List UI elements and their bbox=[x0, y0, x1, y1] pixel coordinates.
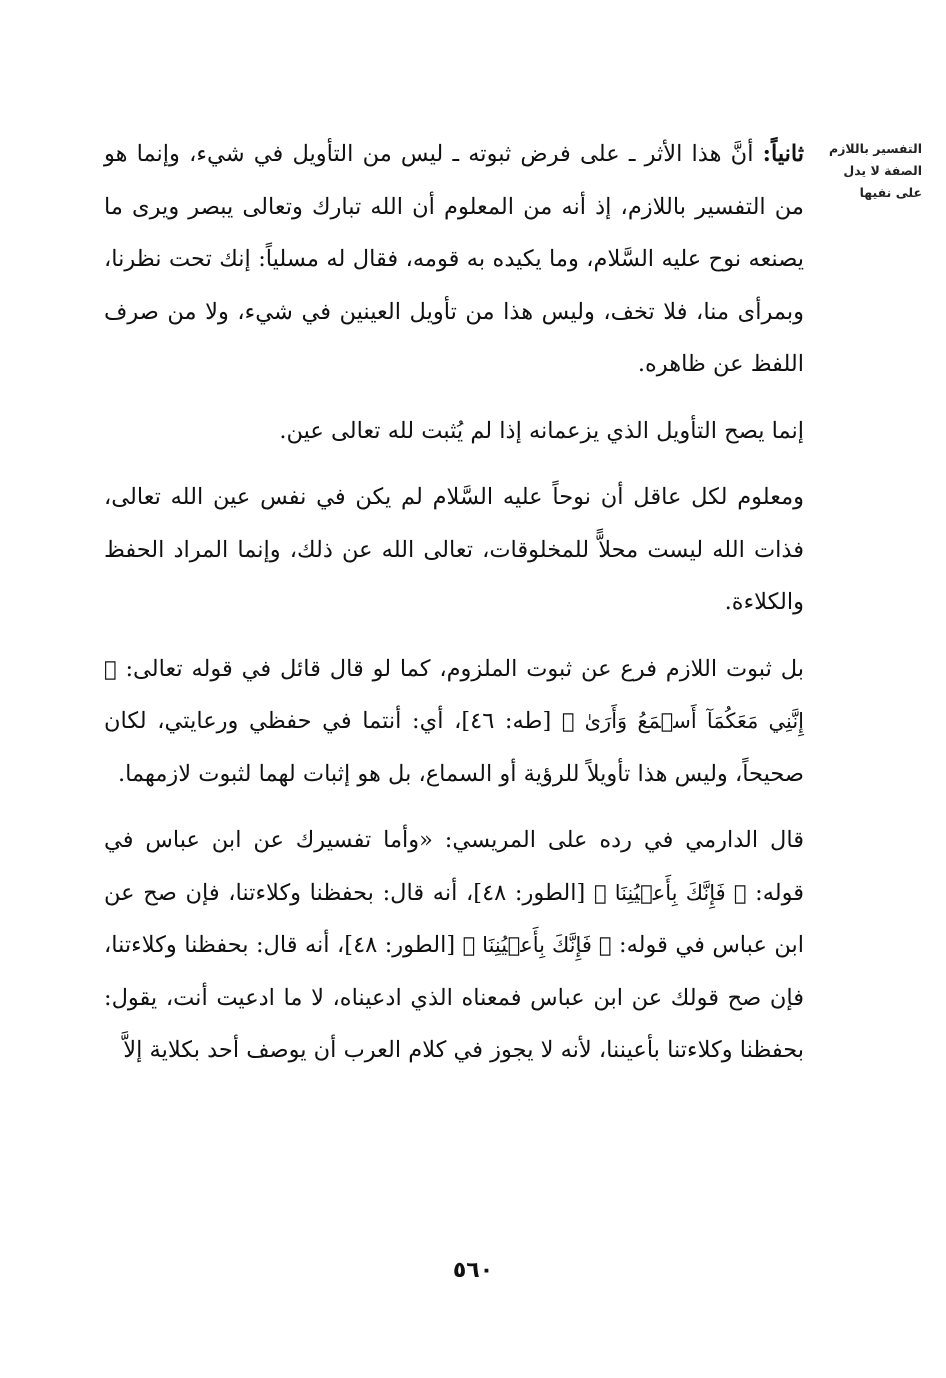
paragraph bbox=[104, 405, 804, 458]
paragraph-lead: ثانياً: bbox=[762, 141, 804, 167]
quran-verse: ﴿ فَإِنَّكَ بِأَعۡيُنِنَا ﴾ bbox=[462, 933, 612, 957]
paragraph-text: [الطور: ٤٨]، أنه قال: بحفظنا وكلاءتنا، فإن صح عن ابن عباس في قوله: bbox=[104, 879, 804, 958]
paragraph bbox=[104, 128, 804, 391]
paragraph-text: [الطور: ٤٨]، أنه قال: بحفظنا وكلاءتنا، فإن صح قولك عن ابن عباس فمعناه الذي ادعيناه، لا ما ادعيت أنت، يقول: بحفظنا وكلاءتنا بأعيننا، لأنه لا يجوز في كلام العرب أن يوصف أحد بكلاية إلاَّ bbox=[104, 932, 804, 1063]
margin-note-line: الصفة لا يدل bbox=[843, 163, 922, 178]
paragraph bbox=[104, 814, 804, 1077]
paragraph-text: ومعلوم لكل عاقل أن نوحاً عليه السَّلام لم يكن في نفس عين الله تعالى، فذات الله ليست محلاًّ للمخلوقات، تعالى الله عن ذلك، وإنما المراد الحفظ والكلاءة. bbox=[104, 484, 804, 615]
paragraph-text: بل ثبوت اللازم فرع عن ثبوت الملزوم، كما لو قال قائل في قوله تعالى: bbox=[125, 655, 804, 682]
margin-note-line: على نفيها bbox=[859, 185, 922, 200]
paragraph bbox=[104, 643, 804, 801]
margin-note-line: التفسير باللازم bbox=[829, 141, 922, 156]
paragraph-text: قال الدارمي في رده على المريسي: «وأما تفسيرك عن ابن عباس في قوله: bbox=[104, 827, 804, 906]
page-number: ٥٦٠ bbox=[452, 1258, 494, 1283]
paragraph bbox=[104, 471, 804, 629]
paragraph-text: إنما يصح التأويل الذي يزعمانه إذا لم يُثبت لله تعالى عين. bbox=[279, 417, 804, 444]
page-body bbox=[104, 128, 804, 1077]
quran-verse: ﴿ فَإِنَّكَ بِأَعۡيُنِنَا ﴾ bbox=[593, 880, 747, 905]
paragraph-text: [طه: ٤٦]، أي: أنتما في حفظي ورعايتي، لكان صحيحاً، وليس هذا تأويلاً للرؤية أو السماع، بل هو إثبات لهما لثبوت لازمهما. bbox=[104, 708, 804, 787]
paragraph-text: أنَّ هذا الأثر ـ على فرض ثبوته ـ ليس من التأويل في شيء، وإنما هو من التفسير باللازم، إذ أنه من المعلوم أن الله تبارك وتعالى يبصر ويرى ما يصنعه نوح عليه السَّلام، وما يكيده به قومه، فقال له مسلياً: إنك تحت نظرنا، وبمرأى منا، فلا تخف، وليس هذا من تأويل العينين في شيء، ولا من صرف اللفظ عن ظاهره. bbox=[104, 141, 804, 377]
margin-note bbox=[812, 138, 922, 204]
quran-verse: ﴿ إِنَّنِي مَعَكُمَآ أَسۡمَعُ وَأَرَىٰ ﴾ bbox=[104, 656, 804, 733]
